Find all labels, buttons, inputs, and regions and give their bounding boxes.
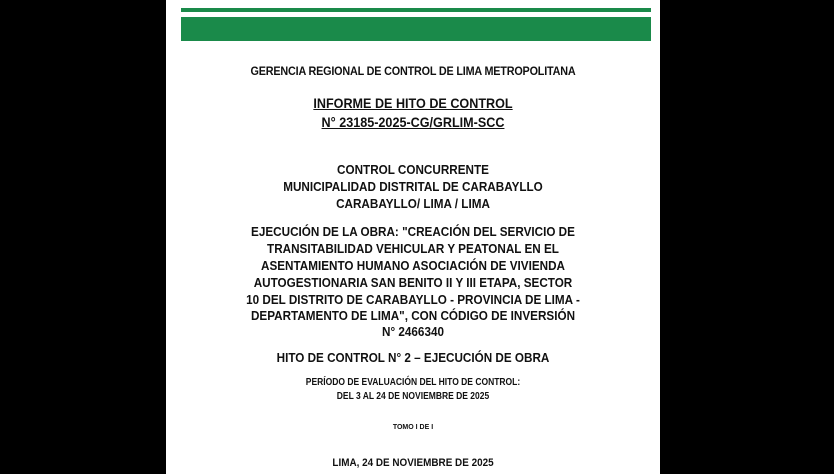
report-title: INFORME DE HITO DE CONTROL [313, 95, 513, 111]
entity-location: CARABAYLLO/ LIMA / LIMA [336, 196, 490, 211]
work-description-line: DEPARTAMENTO DE LIMA", CON CÓDIGO DE INVERSIÓN [250, 308, 576, 323]
document-page [166, 0, 660, 474]
work-description-line: TRANSITABILIDAD VEHICULAR Y PEATONAL EN EL [267, 241, 559, 256]
header-band-thin [181, 8, 651, 12]
audited-entity: MUNICIPALIDAD DISTRITAL DE CARABAYLLO [283, 179, 543, 194]
evaluation-period-label: PERÍODO DE EVALUACIÓN DEL HITO DE CONTROL: [305, 377, 521, 388]
control-type: CONTROL CONCURRENTE [337, 162, 489, 177]
evaluation-period-dates: DEL 3 AL 24 DE NOVIEMBRE DE 2025 [336, 391, 490, 402]
work-description-line: 10 DEL DISTRITO DE CARABAYLLO - PROVINCIA DE LIMA - [246, 292, 580, 307]
work-description-line: EJECUCIÓN DE LA OBRA: "CREACIÓN DEL SERVICIO DE [251, 224, 575, 239]
report-number: N° 23185-2025-CG/GRLIM-SCC [321, 114, 505, 130]
place-date: LIMA, 24 DE NOVIEMBRE DE 2025 [332, 457, 494, 469]
work-description-line: AUTOGESTIONARIA SAN BENITO II Y III ETAPA, SECTOR [253, 275, 573, 290]
investment-code: N° 2466340 [382, 324, 444, 339]
header-band-thick [181, 17, 651, 41]
work-description-line: ASENTAMIENTO HUMANO ASOCIACIÓN DE VIVIENDA [260, 258, 566, 273]
organization-heading: GERENCIA REGIONAL DE CONTROL DE LIMA METROPOLITANA [250, 64, 576, 78]
milestone-heading: HITO DE CONTROL N° 2 – EJECUCIÓN DE OBRA [276, 350, 550, 365]
volume-label: TOMO I DE I [392, 424, 434, 431]
